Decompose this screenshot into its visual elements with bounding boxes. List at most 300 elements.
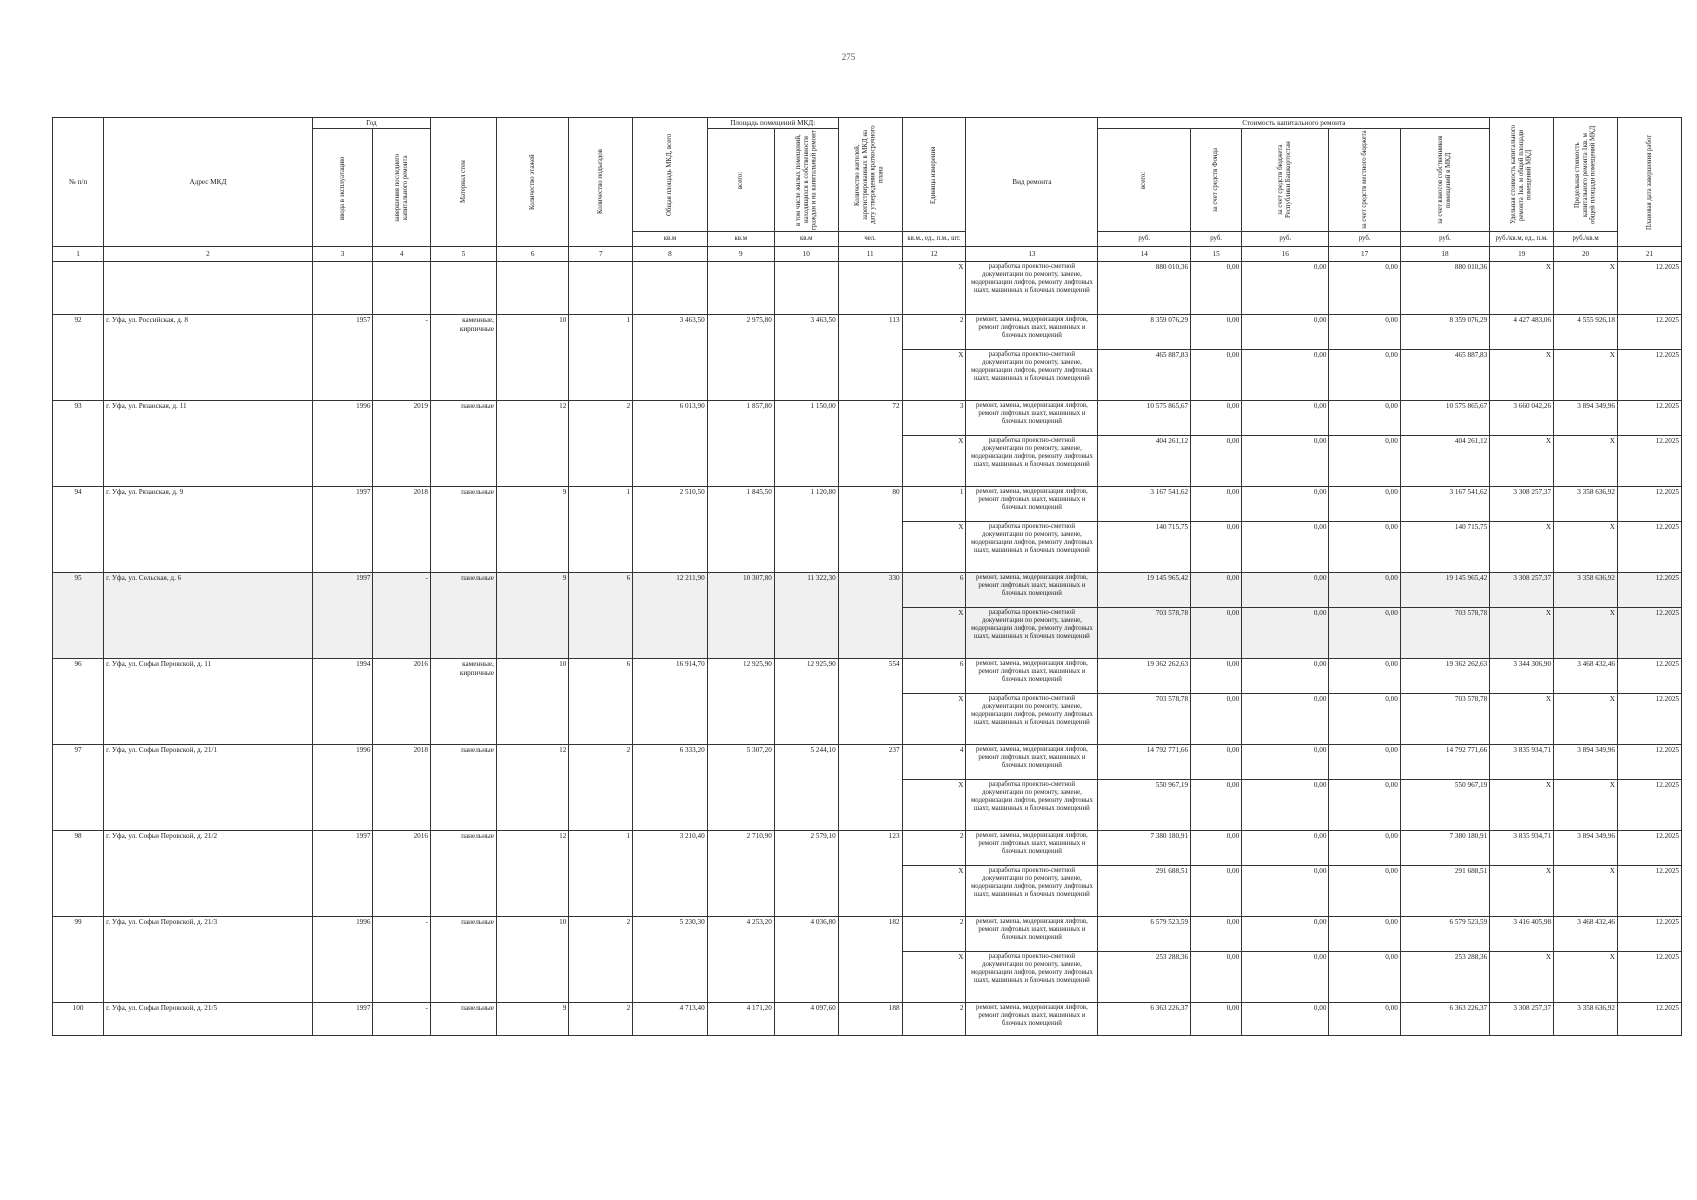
republic-cell: 0,00 bbox=[1242, 401, 1329, 436]
cost-total-cell: 291 688,51 bbox=[1098, 866, 1191, 917]
column-number: 8 bbox=[633, 247, 708, 262]
entrances-cell: 2 bbox=[569, 401, 633, 487]
column-number: 17 bbox=[1329, 247, 1400, 262]
spec-cost-cell: 3 308 257,37 bbox=[1490, 573, 1554, 608]
owners-cell: 19 145 965,42 bbox=[1400, 573, 1489, 608]
residents-cell: 237 bbox=[838, 745, 902, 831]
area-all-cell: 2 975,80 bbox=[707, 315, 774, 401]
year-built-cell: 1996 bbox=[312, 745, 373, 831]
address-cell: г. Уфа, ул. Рязанская, д. 9 bbox=[104, 487, 313, 573]
limit-cost-cell: 3 894 349,96 bbox=[1554, 745, 1618, 780]
cost-total-cell: 6 363 226,37 bbox=[1098, 1003, 1191, 1036]
header-limit-cost: Предельная стоимость капитального ремонта 1кв. м общей площади помещений МКД bbox=[1573, 125, 1597, 224]
header-no: № п/п bbox=[53, 118, 104, 247]
owners-cell: 880 010,36 bbox=[1400, 262, 1489, 315]
header-local: за счет средств местного бюджета bbox=[1360, 130, 1368, 230]
unit-qty-cell: 1 bbox=[902, 487, 966, 522]
unit-cell: руб. bbox=[1400, 232, 1489, 247]
owners-cell: 8 359 076,29 bbox=[1400, 315, 1489, 350]
area-living-cell: 3 463,50 bbox=[774, 315, 838, 401]
header-fund: за счет средств Фонда bbox=[1212, 148, 1220, 213]
spec-cost-cell: X bbox=[1490, 694, 1554, 745]
plan-date-cell: 12.2025 bbox=[1617, 262, 1681, 315]
owners-cell: 465 887,83 bbox=[1400, 350, 1489, 401]
floors-cell: 10 bbox=[496, 917, 568, 1003]
work-type-cell: ремонт, замена, модернизация лифтов, ремонт лифтовых шахт, машинных и блочных помещений bbox=[966, 573, 1098, 608]
republic-cell: 0,00 bbox=[1242, 917, 1329, 952]
cost-total-cell: 703 578,78 bbox=[1098, 608, 1191, 659]
cost-total-cell: 19 362 262,63 bbox=[1098, 659, 1191, 694]
plan-date-cell: 12.2025 bbox=[1617, 780, 1681, 831]
spec-cost-cell: 3 660 042,26 bbox=[1490, 401, 1554, 436]
area-living-cell: 2 579,10 bbox=[774, 831, 838, 917]
floors-cell: 9 bbox=[496, 487, 568, 573]
local-cell: 0,00 bbox=[1329, 694, 1400, 745]
limit-cost-cell: X bbox=[1554, 262, 1618, 315]
wall-material-cell: каменные, кирпичные bbox=[430, 315, 496, 401]
work-type-cell: ремонт, замена, модернизация лифтов, ремонт лифтовых шахт, машинных и блочных помещений bbox=[966, 487, 1098, 522]
fund-cell: 0,00 bbox=[1191, 350, 1242, 401]
fund-cell: 0,00 bbox=[1191, 315, 1242, 350]
total-area-cell: 6 333,20 bbox=[633, 745, 708, 831]
cost-total-cell: 880 010,36 bbox=[1098, 262, 1191, 315]
cost-total-cell: 7 380 180,91 bbox=[1098, 831, 1191, 866]
limit-cost-cell: X bbox=[1554, 522, 1618, 573]
entrances-cell: 6 bbox=[569, 659, 633, 745]
header-floors: Количество этажей bbox=[528, 154, 536, 210]
capital-repair-register-table bbox=[52, 117, 1682, 1036]
cost-total-cell: 19 145 965,42 bbox=[1098, 573, 1191, 608]
owners-cell: 550 967,19 bbox=[1400, 780, 1489, 831]
limit-cost-cell: X bbox=[1554, 350, 1618, 401]
year-built-cell: 1957 bbox=[312, 315, 373, 401]
cost-total-cell: 10 575 865,67 bbox=[1098, 401, 1191, 436]
local-cell: 0,00 bbox=[1329, 262, 1400, 315]
plan-date-cell: 12.2025 bbox=[1617, 401, 1681, 436]
wall-material-cell: каменные, кирпичные bbox=[430, 659, 496, 745]
republic-cell: 0,00 bbox=[1242, 866, 1329, 917]
work-type-cell: ремонт, замена, модернизация лифтов, ремонт лифтовых шахт, машинных и блочных помещений bbox=[966, 1003, 1098, 1036]
table-row bbox=[53, 917, 1682, 952]
local-cell: 0,00 bbox=[1329, 1003, 1400, 1036]
unit-qty-cell: X bbox=[902, 866, 966, 917]
owners-cell: 6 363 226,37 bbox=[1400, 1003, 1489, 1036]
area-living-cell: 12 925,90 bbox=[774, 659, 838, 745]
wall-material-cell: панельные bbox=[430, 1003, 496, 1036]
unit-qty-cell: X bbox=[902, 952, 966, 1003]
header-area-group: Площадь помещений МКД: bbox=[707, 118, 838, 129]
residents-cell: 188 bbox=[838, 1003, 902, 1036]
column-number: 6 bbox=[496, 247, 568, 262]
table-row bbox=[53, 831, 1682, 866]
column-number: 13 bbox=[966, 247, 1098, 262]
row-number-cell: 95 bbox=[53, 573, 104, 659]
work-type-cell: ремонт, замена, модернизация лифтов, ремонт лифтовых шахт, машинных и блочных помещений bbox=[966, 917, 1098, 952]
total-area-cell: 4 713,40 bbox=[633, 1003, 708, 1036]
republic-cell: 0,00 bbox=[1242, 659, 1329, 694]
limit-cost-cell: 3 358 636,92 bbox=[1554, 487, 1618, 522]
work-type-cell: ремонт, замена, модернизация лифтов, ремонт лифтовых шахт, машинных и блочных помещений bbox=[966, 745, 1098, 780]
area-all-cell: 4 253,20 bbox=[707, 917, 774, 1003]
spec-cost-cell: X bbox=[1490, 952, 1554, 1003]
unit-qty-cell: 6 bbox=[902, 573, 966, 608]
entrances-cell: 1 bbox=[569, 831, 633, 917]
column-number: 12 bbox=[902, 247, 966, 262]
year-last-repair-cell: - bbox=[373, 573, 431, 659]
work-type-cell: ремонт, замена, модернизация лифтов, ремонт лифтовых шахт, машинных и блочных помещений bbox=[966, 831, 1098, 866]
column-number: 4 bbox=[373, 247, 431, 262]
year-built-cell: 1994 bbox=[312, 659, 373, 745]
row-number-cell: 98 bbox=[53, 831, 104, 917]
cost-total-cell: 550 967,19 bbox=[1098, 780, 1191, 831]
column-number: 16 bbox=[1242, 247, 1329, 262]
spec-cost-cell: X bbox=[1490, 522, 1554, 573]
header-residents: Количество жителей, зарегистрированных в МКД на дату утверждения краткосрочного плана bbox=[854, 125, 885, 224]
total-area-cell: 3 463,50 bbox=[633, 315, 708, 401]
limit-cost-cell: 3 358 636,92 bbox=[1554, 1003, 1618, 1036]
fund-cell: 0,00 bbox=[1191, 573, 1242, 608]
unit-qty-cell: X bbox=[902, 694, 966, 745]
spec-cost-cell: 3 835 934,71 bbox=[1490, 745, 1554, 780]
cost-total-cell: 140 715,75 bbox=[1098, 522, 1191, 573]
work-type-cell: разработка проектно-сметной документации по ремонту, замене, модернизации лифтов, ремонту лифтовых шахт, машинных и блочных помещений bbox=[966, 262, 1098, 315]
table-row bbox=[53, 659, 1682, 694]
year-last-repair-cell: 2019 bbox=[373, 401, 431, 487]
floors-cell: 10 bbox=[496, 315, 568, 401]
owners-cell: 140 715,75 bbox=[1400, 522, 1489, 573]
entrances-cell: 1 bbox=[569, 315, 633, 401]
unit-cell: руб. bbox=[1242, 232, 1329, 247]
limit-cost-cell: X bbox=[1554, 436, 1618, 487]
wall-material-cell: панельные bbox=[430, 487, 496, 573]
spec-cost-cell: 3 308 257,37 bbox=[1490, 1003, 1554, 1036]
column-number: 3 bbox=[312, 247, 373, 262]
wall-material-cell: панельные bbox=[430, 745, 496, 831]
plan-date-cell: 12.2025 bbox=[1617, 487, 1681, 522]
floors-cell: 9 bbox=[496, 1003, 568, 1036]
year-last-repair-cell: 2016 bbox=[373, 831, 431, 917]
fund-cell: 0,00 bbox=[1191, 831, 1242, 866]
row-number-cell: 94 bbox=[53, 487, 104, 573]
limit-cost-cell: X bbox=[1554, 952, 1618, 1003]
work-type-cell: разработка проектно-сметной документации по ремонту, замене, модернизации лифтов, ремонту лифтовых шахт, машинных и блочных помещений bbox=[966, 608, 1098, 659]
unit-cell: чел. bbox=[838, 232, 902, 247]
work-type-cell: ремонт, замена, модернизация лифтов, ремонт лифтовых шахт, машинных и блочных помещений bbox=[966, 315, 1098, 350]
floors-cell: 10 bbox=[496, 659, 568, 745]
column-number: 2 bbox=[104, 247, 313, 262]
local-cell: 0,00 bbox=[1329, 573, 1400, 608]
year-last-repair-cell: - bbox=[373, 1003, 431, 1036]
row-number-cell: 100 bbox=[53, 1003, 104, 1036]
header-unit: Единица измерения bbox=[930, 146, 938, 204]
year-last-repair-cell: - bbox=[373, 917, 431, 1003]
plan-date-cell: 12.2025 bbox=[1617, 694, 1681, 745]
column-number: 21 bbox=[1617, 247, 1681, 262]
republic-cell: 0,00 bbox=[1242, 1003, 1329, 1036]
wall-material-cell: панельные bbox=[430, 401, 496, 487]
header-year-last-repair: завершения последнего капитального ремонта bbox=[393, 153, 409, 222]
local-cell: 0,00 bbox=[1329, 780, 1400, 831]
column-number: 15 bbox=[1191, 247, 1242, 262]
spec-cost-cell: X bbox=[1490, 262, 1554, 315]
plan-date-cell: 12.2025 bbox=[1617, 952, 1681, 1003]
table-row bbox=[53, 573, 1682, 608]
residents-cell: 123 bbox=[838, 831, 902, 917]
fund-cell: 0,00 bbox=[1191, 262, 1242, 315]
spec-cost-cell: 3 416 405,98 bbox=[1490, 917, 1554, 952]
local-cell: 0,00 bbox=[1329, 659, 1400, 694]
residents-cell: 113 bbox=[838, 315, 902, 401]
unit-qty-cell: X bbox=[902, 780, 966, 831]
column-number: 19 bbox=[1490, 247, 1554, 262]
republic-cell: 0,00 bbox=[1242, 262, 1329, 315]
floors-cell: 12 bbox=[496, 745, 568, 831]
limit-cost-cell: X bbox=[1554, 866, 1618, 917]
area-all-cell: 10 307,80 bbox=[707, 573, 774, 659]
residents-cell: 72 bbox=[838, 401, 902, 487]
fund-cell: 0,00 bbox=[1191, 952, 1242, 1003]
area-all-cell: 12 925,90 bbox=[707, 659, 774, 745]
entrances-cell: 6 bbox=[569, 573, 633, 659]
wall-material-cell: панельные bbox=[430, 573, 496, 659]
unit-cell: руб./кв.м bbox=[1554, 232, 1618, 247]
floors-cell: 12 bbox=[496, 831, 568, 917]
republic-cell: 0,00 bbox=[1242, 522, 1329, 573]
work-type-cell: ремонт, замена, модернизация лифтов, ремонт лифтовых шахт, машинных и блочных помещений bbox=[966, 659, 1098, 694]
area-living-cell: 1 150,00 bbox=[774, 401, 838, 487]
area-all-cell: 1 845,50 bbox=[707, 487, 774, 573]
header-cost-total: всего: bbox=[1140, 171, 1148, 189]
spec-cost-cell: X bbox=[1490, 350, 1554, 401]
total-area-cell: 5 230,30 bbox=[633, 917, 708, 1003]
table-row bbox=[53, 262, 1682, 315]
wall-material-cell: панельные bbox=[430, 917, 496, 1003]
plan-date-cell: 12.2025 bbox=[1617, 745, 1681, 780]
unit-qty-cell: X bbox=[902, 350, 966, 401]
cost-total-cell: 14 792 771,66 bbox=[1098, 745, 1191, 780]
unit-qty-cell: 2 bbox=[902, 917, 966, 952]
unit-qty-cell: X bbox=[902, 608, 966, 659]
owners-cell: 703 578,78 bbox=[1400, 608, 1489, 659]
unit-qty-cell: X bbox=[902, 262, 966, 315]
republic-cell: 0,00 bbox=[1242, 952, 1329, 1003]
year-built-cell: 1996 bbox=[312, 401, 373, 487]
area-all-cell: 2 710,90 bbox=[707, 831, 774, 917]
republic-cell: 0,00 bbox=[1242, 745, 1329, 780]
plan-date-cell: 12.2025 bbox=[1617, 350, 1681, 401]
total-area-cell: 12 211,90 bbox=[633, 573, 708, 659]
republic-cell: 0,00 bbox=[1242, 315, 1329, 350]
fund-cell: 0,00 bbox=[1191, 1003, 1242, 1036]
row-number-cell: 96 bbox=[53, 659, 104, 745]
area-living-cell: 5 244,10 bbox=[774, 745, 838, 831]
work-type-cell: разработка проектно-сметной документации по ремонту, замене, модернизации лифтов, ремонту лифтовых шахт, машинных и блочных помещений bbox=[966, 436, 1098, 487]
plan-date-cell: 12.2025 bbox=[1617, 522, 1681, 573]
total-area-cell: 3 210,40 bbox=[633, 831, 708, 917]
plan-date-cell: 12.2025 bbox=[1617, 573, 1681, 608]
column-number: 7 bbox=[569, 247, 633, 262]
limit-cost-cell: 3 468 432,46 bbox=[1554, 659, 1618, 694]
header-address: Адрес МКД bbox=[104, 118, 313, 247]
plan-date-cell: 12.2025 bbox=[1617, 608, 1681, 659]
fund-cell: 0,00 bbox=[1191, 745, 1242, 780]
owners-cell: 7 380 180,91 bbox=[1400, 831, 1489, 866]
page-number: 275 bbox=[841, 52, 856, 62]
floors-cell: 12 bbox=[496, 401, 568, 487]
plan-date-cell: 12.2025 bbox=[1617, 1003, 1681, 1036]
local-cell: 0,00 bbox=[1329, 745, 1400, 780]
spec-cost-cell: 3 835 934,71 bbox=[1490, 831, 1554, 866]
cost-total-cell: 465 887,83 bbox=[1098, 350, 1191, 401]
spec-cost-cell: X bbox=[1490, 608, 1554, 659]
area-living-cell: 11 322,30 bbox=[774, 573, 838, 659]
spec-cost-cell: X bbox=[1490, 866, 1554, 917]
header-spec-cost: Удельная стоимость капитального ремонта 1кв. м общей площади помещений МКД bbox=[1509, 125, 1533, 225]
column-number: 11 bbox=[838, 247, 902, 262]
republic-cell: 0,00 bbox=[1242, 350, 1329, 401]
row-number-cell: 99 bbox=[53, 917, 104, 1003]
local-cell: 0,00 bbox=[1329, 487, 1400, 522]
area-living-cell: 4 036,80 bbox=[774, 917, 838, 1003]
year-last-repair-cell: - bbox=[373, 315, 431, 401]
year-built-cell: 1997 bbox=[312, 573, 373, 659]
unit-cell: руб. bbox=[1329, 232, 1400, 247]
fund-cell: 0,00 bbox=[1191, 487, 1242, 522]
unit-cell: кв.м bbox=[774, 232, 838, 247]
plan-date-cell: 12.2025 bbox=[1617, 315, 1681, 350]
unit-cell: кв.м bbox=[707, 232, 774, 247]
cost-total-cell: 8 359 076,29 bbox=[1098, 315, 1191, 350]
cost-total-cell: 253 288,36 bbox=[1098, 952, 1191, 1003]
local-cell: 0,00 bbox=[1329, 608, 1400, 659]
republic-cell: 0,00 bbox=[1242, 608, 1329, 659]
header-year-commission: ввода в эксплуатацию bbox=[338, 156, 346, 220]
address-cell: г. Уфа, ул. Софьи Перовской, д. 21/3 bbox=[104, 917, 313, 1003]
header-cost-group: Стоимость капитального ремонта bbox=[1098, 118, 1490, 129]
owners-cell: 6 579 523,59 bbox=[1400, 917, 1489, 952]
unit-cell: руб. bbox=[1191, 232, 1242, 247]
owners-cell: 404 261,12 bbox=[1400, 436, 1489, 487]
cost-total-cell: 404 261,12 bbox=[1098, 436, 1191, 487]
unit-cell: руб./кв.м, ед., п.м. bbox=[1490, 232, 1554, 247]
row-number-cell: 92 bbox=[53, 315, 104, 401]
local-cell: 0,00 bbox=[1329, 315, 1400, 350]
column-number: 10 bbox=[774, 247, 838, 262]
owners-cell: 14 792 771,66 bbox=[1400, 745, 1489, 780]
column-number: 1 bbox=[53, 247, 104, 262]
limit-cost-cell: X bbox=[1554, 694, 1618, 745]
table-row bbox=[53, 401, 1682, 436]
year-last-repair-cell: 2016 bbox=[373, 659, 431, 745]
header-area-total: всего: bbox=[736, 171, 744, 189]
area-living-cell: 1 120,80 bbox=[774, 487, 838, 573]
owners-cell: 253 288,36 bbox=[1400, 952, 1489, 1003]
table-row bbox=[53, 487, 1682, 522]
unit-qty-cell: 2 bbox=[902, 831, 966, 866]
plan-date-cell: 12.2025 bbox=[1617, 866, 1681, 917]
work-type-cell: разработка проектно-сметной документации по ремонту, замене, модернизации лифтов, ремонту лифтовых шахт, машинных и блочных помещений bbox=[966, 780, 1098, 831]
entrances-cell: 2 bbox=[569, 1003, 633, 1036]
address-cell: г. Уфа, ул. Сельская, д. 6 bbox=[104, 573, 313, 659]
table-row bbox=[53, 745, 1682, 780]
limit-cost-cell: 3 358 636,92 bbox=[1554, 573, 1618, 608]
spec-cost-cell: X bbox=[1490, 436, 1554, 487]
fund-cell: 0,00 bbox=[1191, 659, 1242, 694]
floors-cell: 9 bbox=[496, 573, 568, 659]
fund-cell: 0,00 bbox=[1191, 694, 1242, 745]
residents-cell: 80 bbox=[838, 487, 902, 573]
spec-cost-cell: 3 308 257,37 bbox=[1490, 487, 1554, 522]
republic-cell: 0,00 bbox=[1242, 487, 1329, 522]
area-all-cell: 5 307,20 bbox=[707, 745, 774, 831]
header-year-group: Год bbox=[312, 118, 430, 129]
fund-cell: 0,00 bbox=[1191, 866, 1242, 917]
year-built-cell: 1996 bbox=[312, 917, 373, 1003]
column-number: 20 bbox=[1554, 247, 1618, 262]
column-number: 18 bbox=[1400, 247, 1489, 262]
unit-cell: руб. bbox=[1098, 232, 1191, 247]
republic-cell: 0,00 bbox=[1242, 436, 1329, 487]
work-type-cell: ремонт, замена, модернизация лифтов, ремонт лифтовых шахт, машинных и блочных помещений bbox=[966, 401, 1098, 436]
header-total-area: Общая площадь МКД, всего bbox=[666, 133, 674, 216]
header-plan-date: Плановая дата завершения работ bbox=[1645, 134, 1653, 230]
local-cell: 0,00 bbox=[1329, 436, 1400, 487]
area-all-cell: 4 171,20 bbox=[707, 1003, 774, 1036]
cost-total-cell: 3 167 541,62 bbox=[1098, 487, 1191, 522]
cost-total-cell: 6 579 523,59 bbox=[1098, 917, 1191, 952]
row-number-cell: 97 bbox=[53, 745, 104, 831]
limit-cost-cell: X bbox=[1554, 608, 1618, 659]
unit-qty-cell: X bbox=[902, 522, 966, 573]
local-cell: 0,00 bbox=[1329, 401, 1400, 436]
column-number: 9 bbox=[707, 247, 774, 262]
owners-cell: 703 578,78 bbox=[1400, 694, 1489, 745]
total-area-cell: 6 013,90 bbox=[633, 401, 708, 487]
address-cell: г. Уфа, ул. Российская, д. 8 bbox=[104, 315, 313, 401]
address-cell: г. Уфа, ул. Софьи Перовской, д. 21/1 bbox=[104, 745, 313, 831]
column-number: 5 bbox=[430, 247, 496, 262]
work-type-cell: разработка проектно-сметной документации по ремонту, замене, модернизации лифтов, ремонту лифтовых шахт, машинных и блочных помещений bbox=[966, 694, 1098, 745]
fund-cell: 0,00 bbox=[1191, 522, 1242, 573]
wall-material-cell: панельные bbox=[430, 831, 496, 917]
unit-qty-cell: 2 bbox=[902, 315, 966, 350]
unit-qty-cell: 3 bbox=[902, 401, 966, 436]
work-type-cell: разработка проектно-сметной документации по ремонту, замене, модернизации лифтов, ремонту лифтовых шахт, машинных и блочных помещений bbox=[966, 952, 1098, 1003]
total-area-cell: 2 510,50 bbox=[633, 487, 708, 573]
address-cell: г. Уфа, ул. Рязанская, д. 11 bbox=[104, 401, 313, 487]
table-row bbox=[53, 1003, 1682, 1036]
limit-cost-cell: 4 555 926,18 bbox=[1554, 315, 1618, 350]
owners-cell: 3 167 541,62 bbox=[1400, 487, 1489, 522]
local-cell: 0,00 bbox=[1329, 917, 1400, 952]
plan-date-cell: 12.2025 bbox=[1617, 917, 1681, 952]
header-area-rooms: в том числе жилых помещений, находящихся в собственности граждан и на капитальный ремонт bbox=[794, 130, 818, 231]
spec-cost-cell: 3 344 306,90 bbox=[1490, 659, 1554, 694]
plan-date-cell: 12.2025 bbox=[1617, 831, 1681, 866]
header-work-type: Вид ремонта bbox=[966, 118, 1098, 247]
residents-cell: 554 bbox=[838, 659, 902, 745]
entrances-cell: 1 bbox=[569, 487, 633, 573]
address-cell: г. Уфа, ул. Софьи Перовской, д. 11 bbox=[104, 659, 313, 745]
unit-cell: кв.м., ед., п.м., шт. bbox=[902, 232, 966, 247]
work-type-cell: разработка проектно-сметной документации по ремонту, замене, модернизации лифтов, ремонту лифтовых шахт, машинных и блочных помещений bbox=[966, 350, 1098, 401]
column-number: 14 bbox=[1098, 247, 1191, 262]
republic-cell: 0,00 bbox=[1242, 694, 1329, 745]
column-number-row bbox=[53, 247, 1682, 262]
fund-cell: 0,00 bbox=[1191, 608, 1242, 659]
year-built-cell: 1997 bbox=[312, 1003, 373, 1036]
unit-qty-cell: 4 bbox=[902, 745, 966, 780]
